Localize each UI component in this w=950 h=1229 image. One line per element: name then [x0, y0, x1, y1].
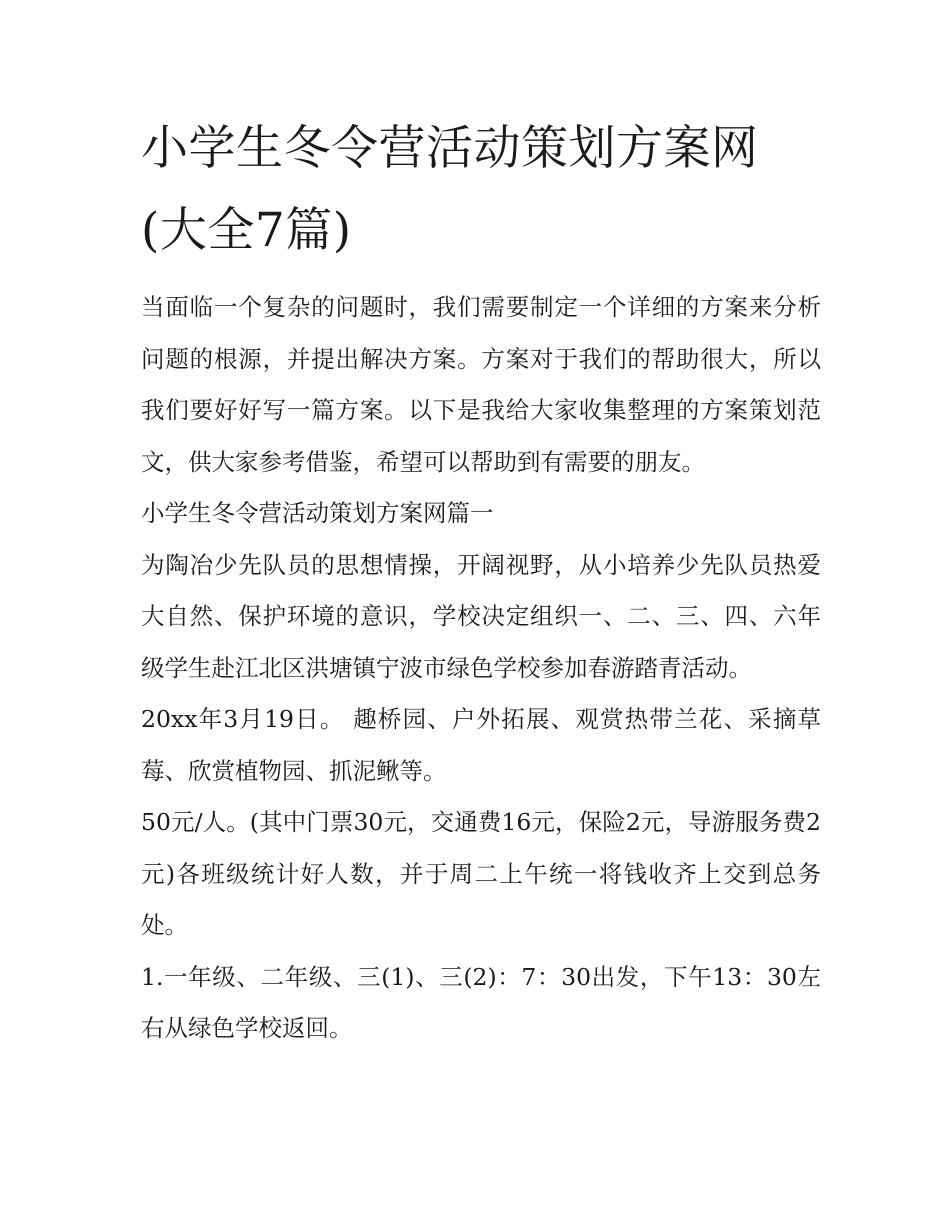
document-title: 小学生冬令营活动策划方案网(大全7篇): [141, 121, 759, 258]
document-page: [141, 108, 821, 1055]
purpose-paragraph: 为陶冶少先队员的思想情操，开阔视野，从小培养少先队员热爱大自然、保护环境的意识，学校决定组织一、二、三、四、六年级学生赴江北区洪塘镇宁波市绿色学校参加春游踏青活动。: [141, 550, 821, 682]
schedule-paragraph: 1.一年级、二年级、三(1)、三(2)：7：30出发，下午13：30左右从绿色学校返回。: [141, 962, 821, 1042]
section-heading: 小学生冬令营活动策划方案网篇一: [141, 499, 494, 527]
fee-paragraph: 50元/人。(其中门票30元，交通费16元，保险2元，导游服务费2元)各班级统计好人数，并于周二上午统一将钱收齐上交到总务处。: [141, 808, 821, 939]
date-activities-paragraph: 20xx年3月19日。 趣桥园、户外拓展、观赏热带兰花、采摘草莓、欣赏植物园、抓泥鳅等。: [141, 705, 821, 785]
title-spacer: [141, 272, 821, 282]
intro-paragraph: 当面临一个复杂的问题时，我们需要制定一个详细的方案来分析问题的根源，并提出解决方案。方案对于我们的帮助很大，所以我们要好好写一篇方案。以下是我给大家收集整理的方案策划范文，供大家参考借鉴，希望可以帮助到有需要的朋友。: [141, 293, 821, 476]
